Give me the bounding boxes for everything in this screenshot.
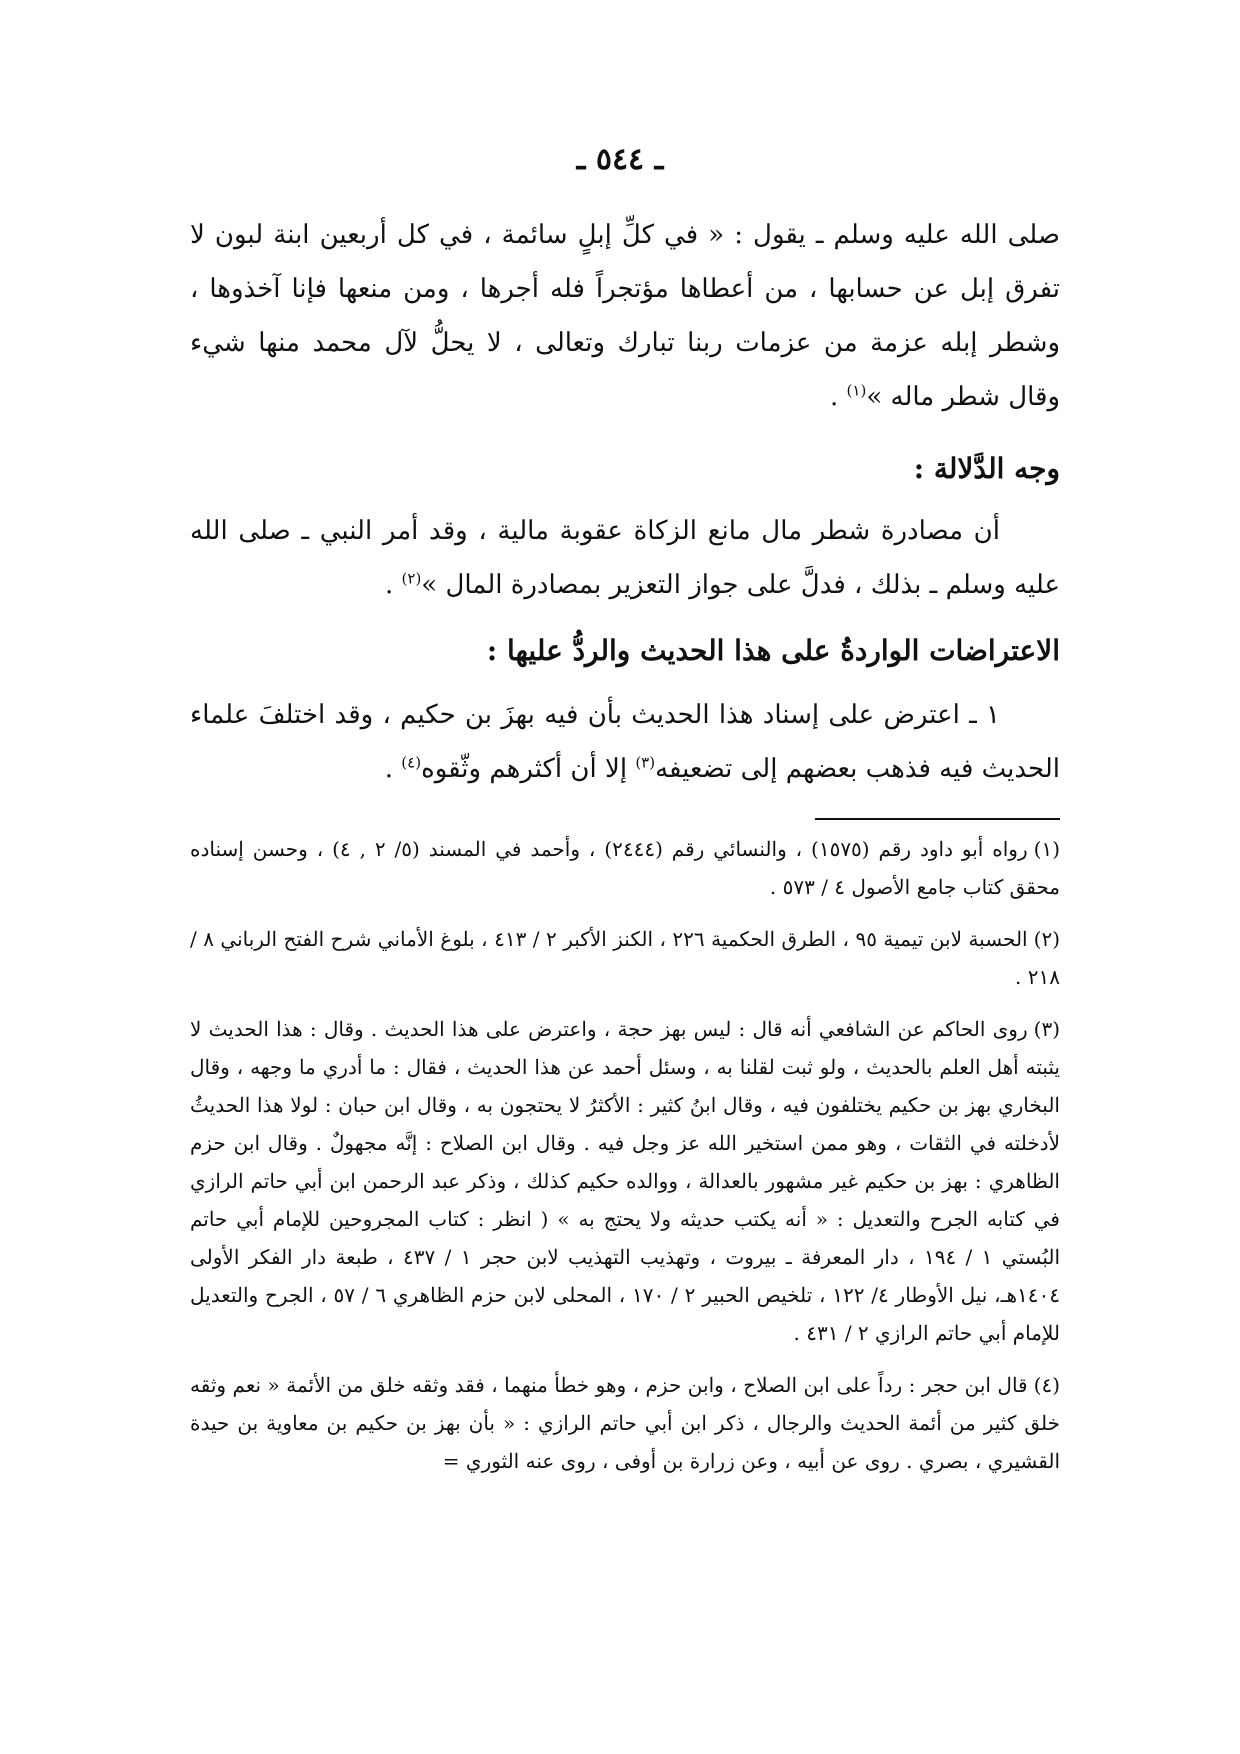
paragraph-text: ١ ـ اعترض على إسناد هذا الحديث بأن فيه بهزَ بن حكيم ، وقد اختلفَ علماء الحديث فيه فذهب بعضهم إلى تضعيفه bbox=[190, 700, 1060, 784]
footnote-separator bbox=[815, 818, 1060, 820]
footnotes bbox=[190, 830, 1060, 1494]
paragraph-text: أن مصادرة شطر مال مانع الزكاة عقوبة مالية ، وقد أمر النبي ـ صلى الله عليه وسلم ـ بذلك ، فدلَّ على جواز التعزير بمصادرة المال » bbox=[190, 516, 1060, 600]
section-heading-objections: الاعتراضات الواردةُ على هذا الحديث والردُّ عليها : bbox=[486, 634, 1060, 667]
section-heading-evidence: وجه الدَّلالة : bbox=[913, 452, 1060, 485]
footnote-4 bbox=[190, 1366, 1060, 1480]
punctuation: . bbox=[384, 754, 402, 784]
paragraph-objection-1 bbox=[190, 688, 1060, 796]
footnote-text: قال ابن حجر : رداً على ابن الصلاح ، وابن حزم ، وهو خطأ منهما ، فقد وثقه خلق من الأئمة « نعم وثقه خلق كثير من أئمة الحديث والرجال ، ذكر ابن أبي حاتم الرازي : « بأن بهز بن حكيم بن معاوية بن حيدة القشيري ، بصري . روى عن أبيه ، وعن زرارة بن أوفى ، روى عنه الثوري = bbox=[190, 1373, 1060, 1473]
footnote-marker: (٢) bbox=[1033, 927, 1060, 951]
footnote-text: الحسبة لابن تيمية ٩٥ ، الطرق الحكمية ٢٢٦ ، الكنز الأكبر ٢ / ٤١٣ ، بلوغ الأماني شرح الفتح الرباني ٨ / ٢١٨ . bbox=[190, 927, 1060, 989]
footnote-ref: (٤) bbox=[401, 753, 422, 772]
footnote-ref: (٢) bbox=[401, 569, 422, 588]
paragraph-hadith bbox=[190, 208, 1060, 424]
footnote-ref: (١) bbox=[846, 381, 867, 400]
paragraph-evidence bbox=[190, 504, 1060, 612]
footnote-1 bbox=[190, 830, 1060, 906]
page-number: ـ ٥٤٤ ـ bbox=[576, 142, 664, 177]
footnote-3 bbox=[190, 1010, 1060, 1352]
footnote-marker: (٣) bbox=[1033, 1017, 1060, 1041]
main-text bbox=[190, 208, 1060, 796]
paragraph-text: إلا أن أكثرهم وثّقوه bbox=[421, 754, 636, 784]
footnote-ref: (٣) bbox=[635, 753, 656, 772]
punctuation: . bbox=[384, 570, 402, 600]
footnote-marker: (١) bbox=[1033, 837, 1060, 861]
footnote-marker: (٤) bbox=[1033, 1373, 1060, 1397]
footnote-text: رواه أبو داود رقم (١٥٧٥) ، والنسائي رقم (٢٤٤٤) ، وأحمد في المسند (٥/ ٢ , ٤) ، وحسن إسناده محقق كتاب جامع الأصول ٤ / ٥٧٣ . bbox=[190, 837, 1060, 899]
footnote-2 bbox=[190, 920, 1060, 996]
footnote-text: روى الحاكم عن الشافعي أنه قال : ليس بهز حجة ، واعترض على هذا الحديث . وقال : هذا الحديث لا يثبته أهل العلم بالحديث ، ولو ثبت لقلنا به ، وسئل أحمد عن هذا الحديث ، فقال : ما أدري ما وجهه ، وقال البخاري بهز بن حكيم يختلفون فيه ، وقال ابنُ كثير : الأكثرُ لا يحتجون به ، وقال ابن حبان : لولا هذا الحديثُ لأدخلته في الثقات ، وهو ممن استخير الله عز وجل فيه . وقال ابن الصلاح : إنَّه مجهولٌ . وقال ابن حزم الظاهري : بهز بن حكيم غير مشهور بالعدالة ، ووالده حكيم كذلك ، وذكر عبد الرحمن ابن أبي حاتم الرازي في كتابه الجرح والتعديل : « أنه يكتب حديثه ولا يحتج به » ( انظر : كتاب المجروحين للإمام أبي حاتم البُستي ١ / ١٩٤ ، دار المعرفة ـ بيروت ، وتهذيب التهذيب لابن حجر ١ / ٤٣٧ ، طبعة دار الفكر الأولى ١٤٠٤هـ، نيل الأوطار ٤/ ١٢٢ ، تلخيص الحبير ٢ / ١٧٠ ، المحلى لابن حزم الظاهري ٦ / ٥٧ ، الجرح والتعديل للإمام أبي حاتم الرازي ٢ / ٤٣١ . bbox=[190, 1017, 1061, 1345]
paragraph-text: صلى الله عليه وسلم ـ يقول : « في كلِّ إبلٍ سائمة ، في كل أربعين ابنة لبون لا تفرق إبل عن حسابها ، من أعطاها مؤتجراً فله أجرها ، ومن منعها فإنا آخذوها ، وشطر إبله عزمة من عزمات ربنا تبارك وتعالى ، لا يحلُّ لآل محمد منها شيء وقال شطر ماله » bbox=[190, 220, 1060, 412]
punctuation: . bbox=[830, 382, 847, 412]
